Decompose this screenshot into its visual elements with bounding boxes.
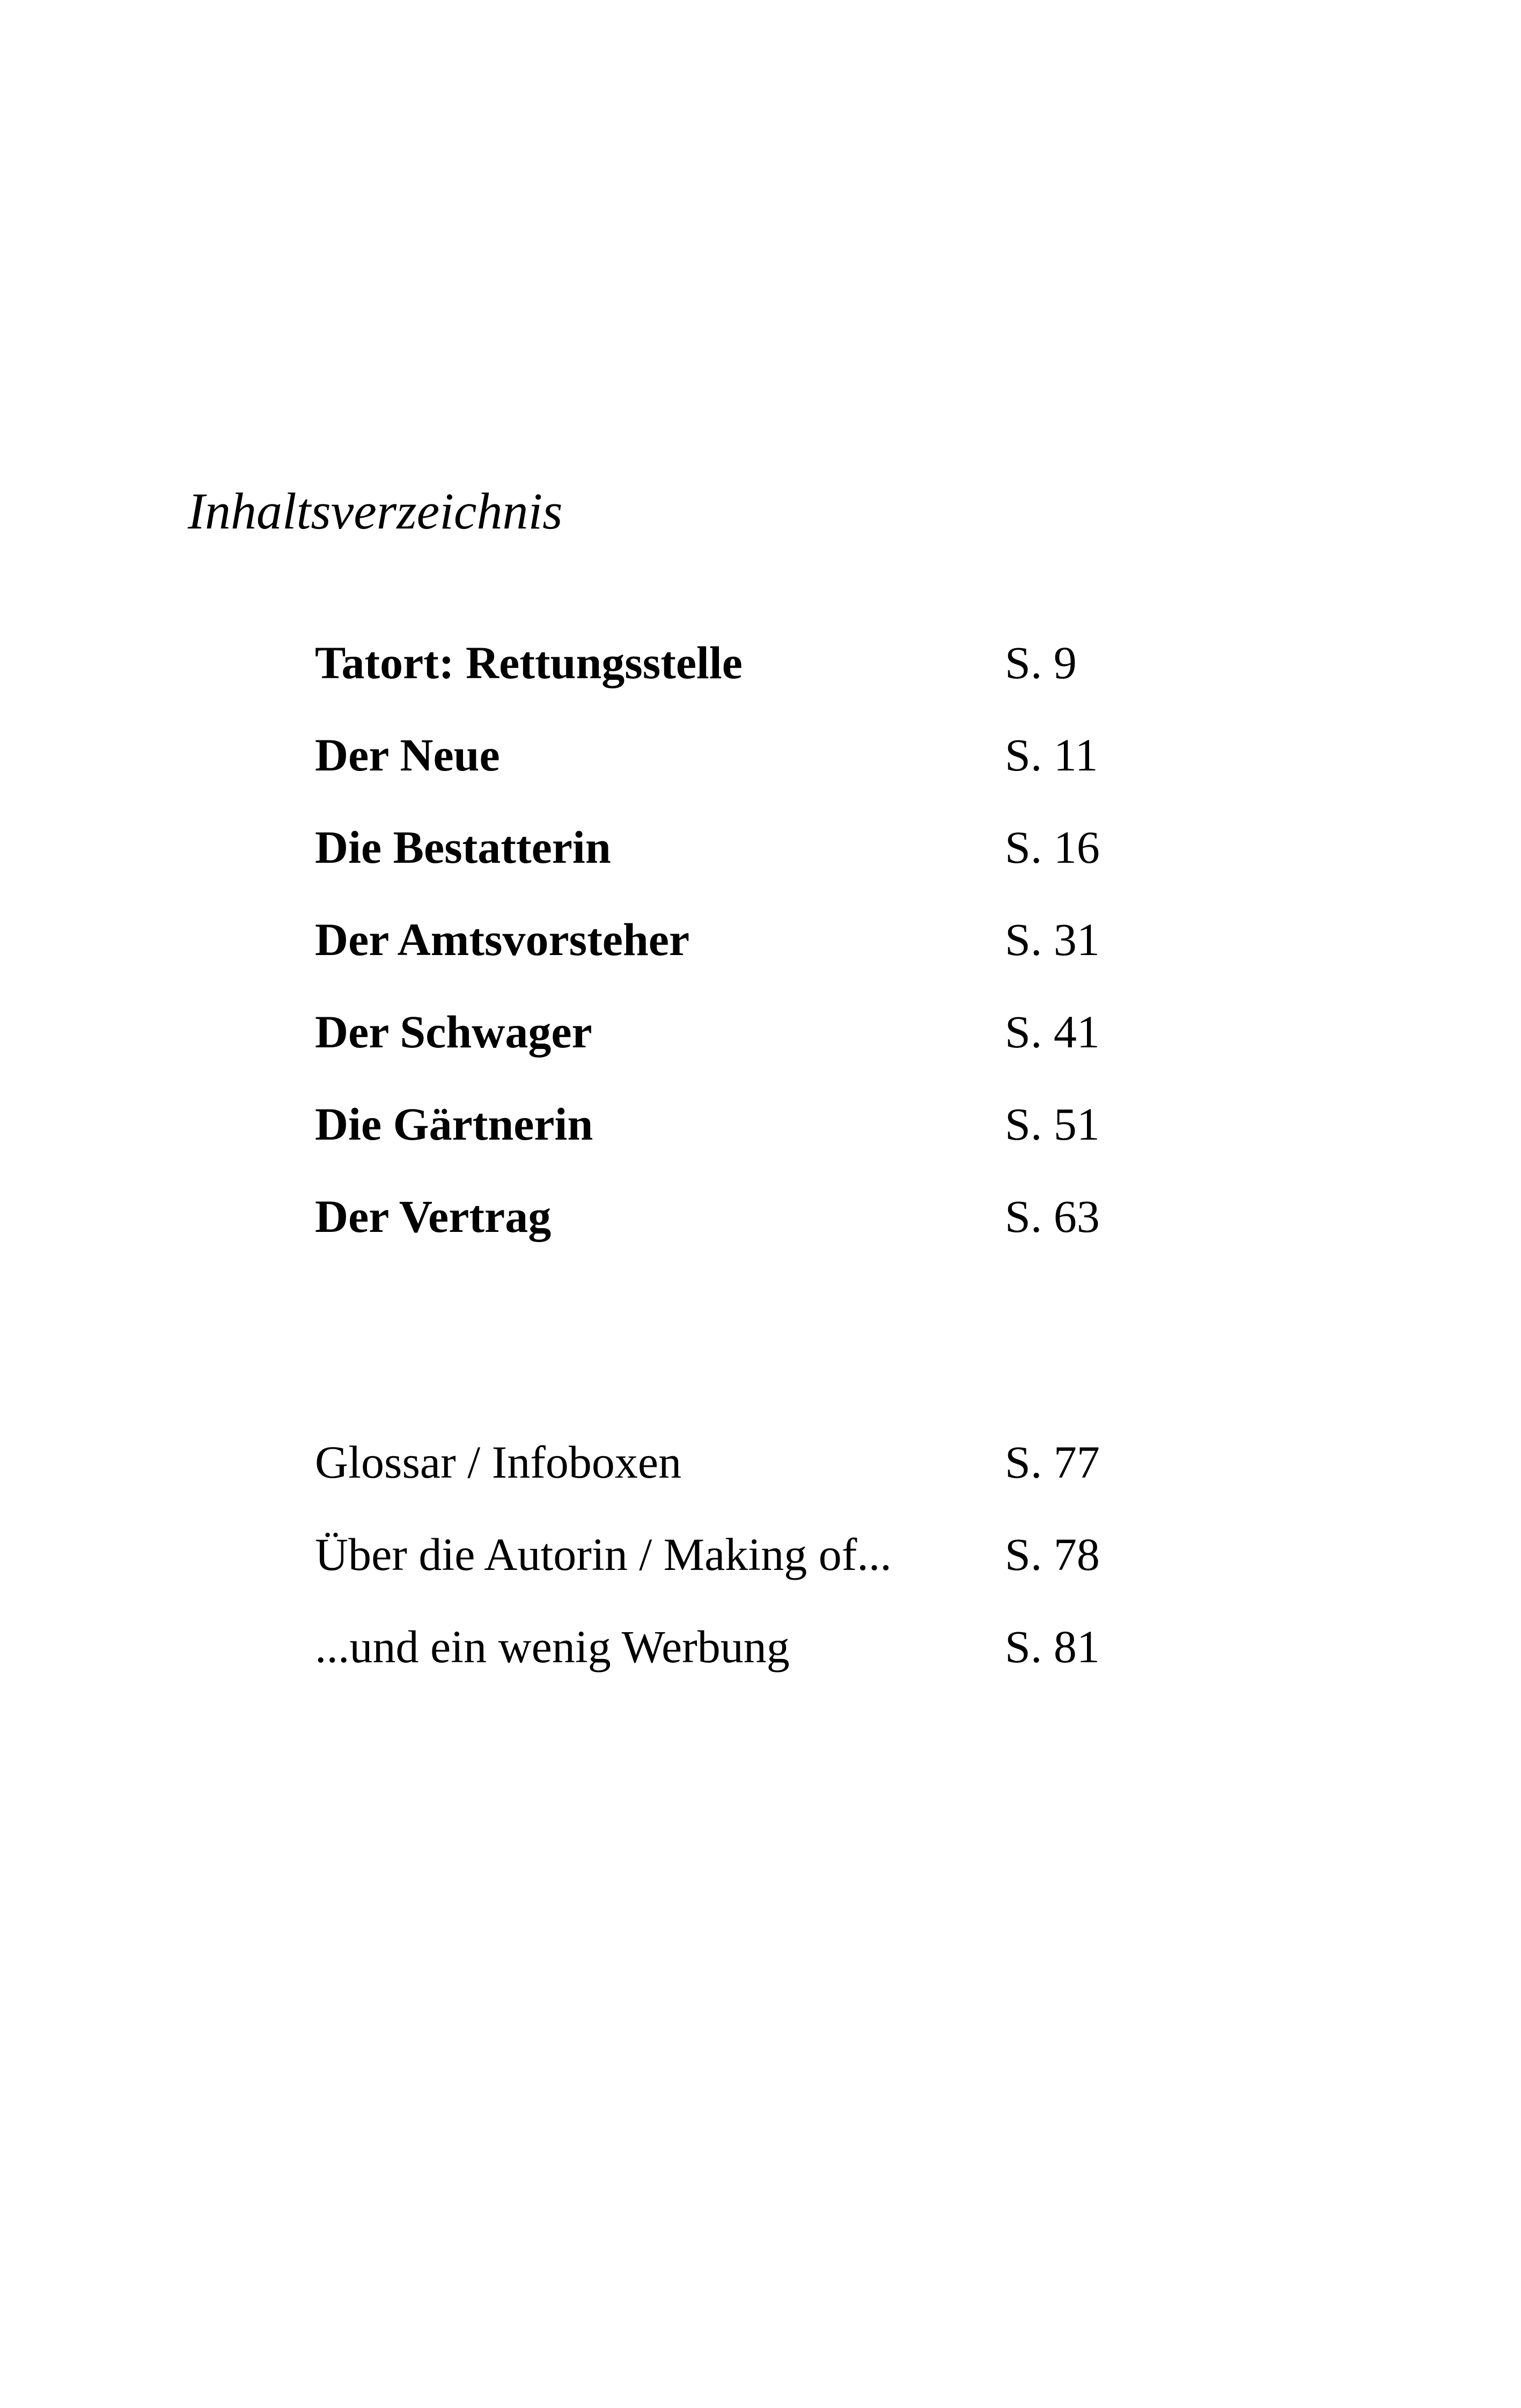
toc-entry-title: Die Bestatterin [315,821,611,873]
toc-entry-title: Der Neue [315,729,500,781]
toc-entry-appendix [315,1614,1227,1707]
toc-entry-chapter [315,723,1227,815]
toc-entry-page: S. 9 [1005,637,1077,688]
toc-entry-page: S. 81 [1005,1621,1100,1672]
toc-entry-chapter [315,1184,1227,1276]
toc-entry-title: Der Vertrag [315,1191,552,1242]
toc-entry-appendix [315,1430,1227,1522]
toc-entry-title: Die Gärtnerin [315,1098,593,1150]
toc-entry-page: S. 78 [1005,1529,1100,1580]
toc-entry-page: S. 77 [1005,1436,1100,1488]
toc-entry-title: Über die Autorin / Making of... [315,1529,892,1580]
chapter-list [315,630,1227,1276]
toc-entry-title: Tatort: Rettungsstelle [315,637,743,688]
toc-entry-title: ...und ein wenig Werbung [315,1621,790,1672]
toc-entry-chapter [315,630,1227,723]
toc-entry-chapter [315,1092,1227,1184]
toc-entry-title: Glossar / Infoboxen [315,1436,682,1488]
appendix-list [315,1430,1227,1707]
toc-entry-chapter [315,1000,1227,1092]
toc-entry-page: S. 16 [1005,821,1100,873]
toc-entry-title: Der Amtsvorsteher [315,914,690,965]
toc-heading: Inhaltsverzeichnis [188,482,563,540]
toc-entry-page: S. 41 [1005,1006,1100,1058]
toc-entry-title: Der Schwager [315,1006,592,1058]
toc-entry-chapter [315,907,1227,1000]
toc-entry-page: S. 11 [1005,729,1098,781]
toc-entry-page: S. 63 [1005,1191,1100,1242]
toc-entry-page: S. 31 [1005,914,1100,965]
toc-entry-appendix [315,1522,1227,1614]
toc-entry-chapter [315,815,1227,907]
toc-entry-page: S. 51 [1005,1098,1100,1150]
